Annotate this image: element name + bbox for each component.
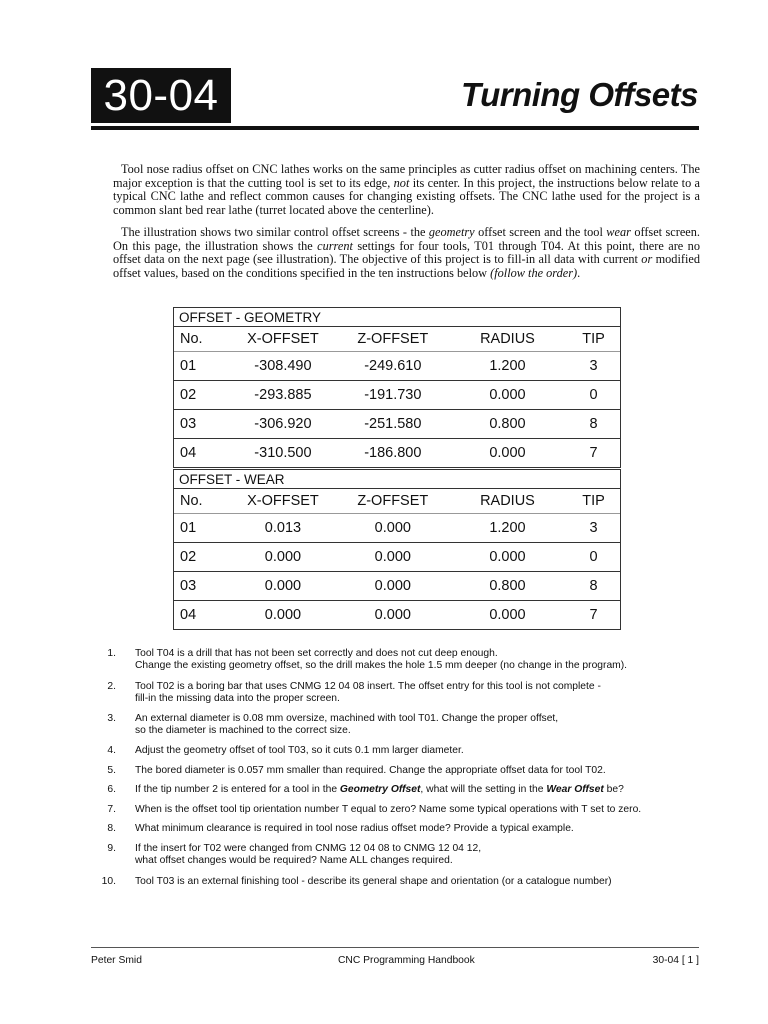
table-cell: 0.000 [228, 543, 338, 572]
table-cell: 8 [567, 410, 620, 439]
emphasis: not [393, 175, 410, 190]
table-cell: -293.885 [228, 381, 338, 410]
table-cell: 0 [567, 543, 620, 572]
instruction-number: 5. [107, 765, 116, 776]
table-cell: 0.000 [338, 572, 448, 601]
table-cell: 0.000 [228, 572, 338, 601]
column-header: TIP [567, 327, 620, 352]
column-header: No. [174, 327, 228, 352]
table-cell: -308.490 [228, 352, 338, 381]
chapter-number: 30-04 [91, 68, 231, 123]
wear-offset-table [173, 469, 621, 630]
table-cell: 7 [567, 439, 620, 468]
table-cell: 04 [174, 439, 228, 468]
title-rule [91, 126, 699, 130]
page-title: Turning Offsets [461, 76, 698, 113]
table-cell: 0.000 [228, 601, 338, 630]
emphasis: or [637, 252, 656, 267]
table-cell: 3 [567, 352, 620, 381]
table-cell: 02 [174, 543, 228, 572]
instruction-number: 1. [107, 648, 116, 659]
instruction-text: Adjust the geometry offset of tool T03, so it cuts 0.1 mm larger diameter. [135, 745, 464, 756]
table-cell: 0.013 [228, 514, 338, 543]
table-row [174, 572, 621, 601]
table-cell: 0.000 [338, 514, 448, 543]
emphasis: (follow the order) [490, 265, 578, 280]
table-cell: 0.000 [338, 543, 448, 572]
table-cell: 0.800 [448, 572, 567, 601]
instruction-text: The bored diameter is 0.057 mm smaller than required. Change the appropriate offset data for tool T02. [135, 765, 606, 776]
geometry-offset-table [173, 307, 621, 468]
instruction-text: Tool T02 is a boring bar that uses CNMG 12 04 08 insert. The offset entry for this tool is not complete - fill-in the missing data into the proper screen. [135, 681, 601, 705]
column-header: No. [174, 489, 228, 514]
emphasis: wear [606, 225, 631, 239]
table-cell: 0.000 [448, 381, 567, 410]
emphasis: Wear Offset [546, 784, 604, 795]
intro-paragraph-2: The illustration shows two similar control offset screens - the geometry offset screen and the tool wear offset screen. On this page, the illustration shows the current settings for four tools, T01 through T04. At this point, there are no offset data on the next page (see illustration). The objective of this project is to fill-in all data with current or modified offset values, based on the conditions specified in the ten instructions below (follow the order). [113, 225, 700, 280]
column-header: TIP [567, 489, 620, 514]
instruction-text: What minimum clearance is required in tool nose radius offset mode? Provide a typical example. [135, 823, 574, 834]
instruction-text: When is the offset tool tip orientation number T equal to zero? Name some typical operations with T set to zero. [135, 804, 642, 815]
table-row [174, 381, 621, 410]
instruction-number: 9. [107, 843, 116, 854]
column-header: RADIUS [480, 493, 535, 509]
table-cell: 01 [174, 514, 228, 543]
emphasis: current [317, 238, 353, 253]
instruction-text: Tool T04 is a drill that has not been set correctly and does not cut deep enough. Change the existing geometry offset, so the drill makes the hole 1.5 mm deeper (no change in the program). [135, 648, 628, 672]
instruction-number: 10. [101, 876, 116, 887]
table-cell: 3 [567, 514, 620, 543]
table-cell: 01 [174, 352, 228, 381]
footer-rule [91, 947, 699, 948]
instruction-number: 8. [107, 823, 116, 834]
table-cell: -249.610 [338, 352, 448, 381]
table-cell: 1.200 [448, 352, 567, 381]
table-cell: 8 [567, 572, 620, 601]
table-row [174, 352, 621, 381]
table-cell: -310.500 [228, 439, 338, 468]
column-header: RADIUS [480, 331, 535, 347]
column-header: X-OFFSET [247, 493, 319, 509]
instruction-number: 3. [107, 713, 116, 724]
table-cell: 0.000 [448, 543, 567, 572]
table-cell: -191.730 [338, 381, 448, 410]
table-cell: 04 [174, 601, 228, 630]
instruction-text: Tool T03 is an external finishing tool - describe its general shape and orientation (or a catalogue number) [135, 876, 612, 887]
table-row [174, 543, 621, 572]
table-caption: OFFSET - GEOMETRY [174, 308, 621, 327]
table-cell: 0 [567, 381, 620, 410]
footer-author: Peter Smid [91, 955, 142, 966]
table-caption: OFFSET - WEAR [174, 470, 621, 489]
table-cell: 7 [567, 601, 620, 630]
table-row [174, 514, 621, 543]
table-row [174, 601, 621, 630]
table-cell: 0.000 [448, 439, 567, 468]
table-cell: -306.920 [228, 410, 338, 439]
column-header: Z-OFFSET [357, 493, 429, 509]
intro-paragraph-1: Tool nose radius offset on CNC lathes works on the same principles as cutter radius offset on machining centers. The major exception is that the cutting tool is set to its edge, not its center. In this project, the instructions below relate to a typical CNC lathe and reflect common causes for changing existing offsets. The CNC lathe used for the project is a common slant bed rear lathe (turret located above the centerline). [113, 162, 700, 217]
column-header: X-OFFSET [247, 331, 319, 347]
table-cell: -186.800 [338, 439, 448, 468]
table-cell: 0.000 [338, 601, 448, 630]
column-header: Z-OFFSET [357, 331, 429, 347]
emphasis: Geometry Offset [339, 784, 421, 795]
instruction-number: 4. [107, 745, 116, 756]
emphasis: geometry [428, 225, 475, 239]
instruction-number: 2. [107, 681, 116, 692]
instruction-number: 7. [107, 804, 116, 815]
instruction-text: An external diameter is 0.08 mm oversize, machined with tool T01. Change the proper offset, so the diameter is machined to the correct size. [135, 713, 559, 737]
footer-book: CNC Programming Handbook [338, 955, 475, 966]
footer-page: 30-04 [ 1 ] [652, 955, 699, 966]
table-cell: 03 [174, 410, 228, 439]
table-cell: 0.800 [448, 410, 567, 439]
table-cell: -251.580 [338, 410, 448, 439]
instruction-number: 6. [107, 784, 116, 795]
table-cell: 02 [174, 381, 228, 410]
table-cell: 1.200 [448, 514, 567, 543]
instruction-text: If the insert for T02 were changed from CNMG 12 04 08 to CNMG 12 04 12, what offset changes would be required? Name ALL changes required. [135, 843, 482, 867]
table-row [174, 410, 621, 439]
table-cell: 0.000 [448, 601, 567, 630]
table-row [174, 439, 621, 468]
instruction-text: If the tip number 2 is entered for a tool in the Geometry Offset, what will the setting in the Wear Offset be? [135, 784, 624, 795]
table-cell: 03 [174, 572, 228, 601]
